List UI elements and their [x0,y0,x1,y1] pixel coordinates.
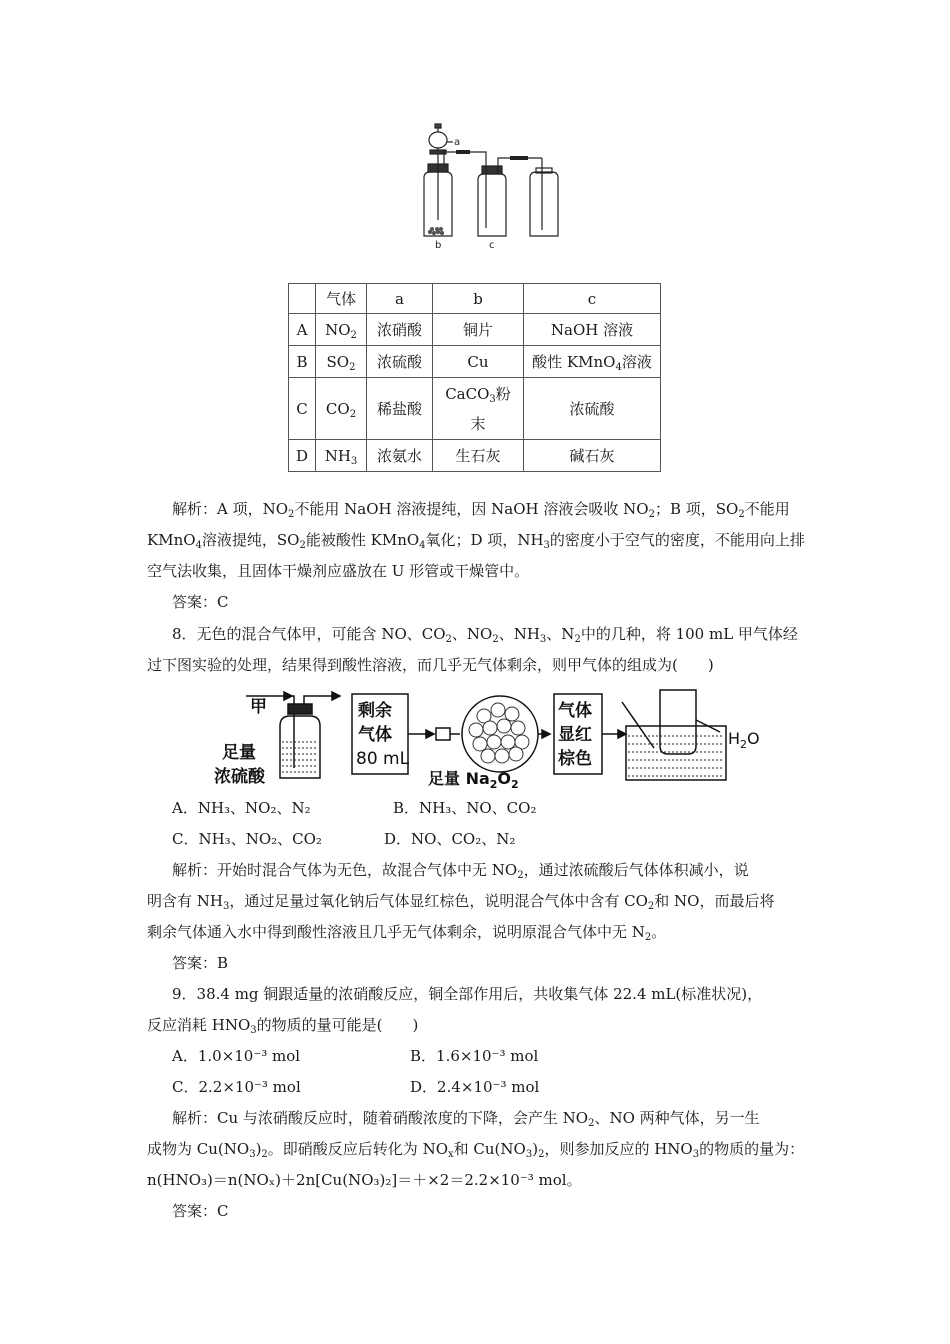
cell-gas: $CO_2$ [316,378,367,440]
q8-experiment-diagram [214,686,774,788]
table-row [289,378,661,440]
q9-option-a: A．1.0×10⁻³ mol [172,1047,301,1065]
q9-option-d: D．2.4×10⁻³ mol [410,1078,540,1096]
cell-option: A [289,314,316,346]
box2-line-2: 显红 [558,725,592,745]
table-header: c [524,284,661,314]
label-a: a [454,137,461,148]
cell-b: 生石灰 [433,440,524,472]
label-suliang: 足量 [222,743,256,763]
q9-stem-line-1: 9．38.4 mg 铜跟适量的浓硝酸反应，铜全部作用后，共收集气体 22.4 mL(标准状况)， [172,985,763,1003]
box1-line-1: 剩余 [358,701,392,721]
gas-apparatus-figure [410,120,570,252]
cell-gas: $NH_3$ [316,440,367,472]
label-h2o: $H_2O$ [728,729,760,751]
cell-gas: $SO_2$ [316,346,367,378]
table-header: 气体 [316,284,367,314]
label-b: b [435,240,442,251]
q7-answer: 答案：C [172,593,229,611]
q8-option-a: A．NH₃、NO₂、N₂ [172,799,311,817]
q8-analysis-line-1: 解析：开始时混合气体为无色，故混合气体中无 $NO_2$，通过浓硫酸后气体体积减小，说 [172,861,749,881]
table-header-row [289,284,661,314]
q8-analysis-line-2: 明含有 $NH_3$，通过足量过氧化钠后气体显红棕色，说明混合气体中含有 $CO_2$和 NO，而最后将 [147,892,775,912]
cell-a: 稀盐酸 [367,378,433,440]
q7-analysis-line-2: KMnO$_4$溶液提纯，$SO_2$能被酸性 KMnO$_4$氧化；D 项，$NH_3$的密度小于空气的密度，不能用向上排 [147,531,805,551]
cell-b: Cu [433,346,524,378]
box2-line-1: 气体 [558,701,592,721]
q9-analysis-line-1: 解析：Cu 与浓硝酸反应时，随着硝酸浓度的下降，会产生 $NO_2$、NO 两种气体，另一生 [172,1109,760,1129]
label-nongliusuan: 浓硫酸 [214,767,265,787]
label-jia: 甲 [250,697,267,717]
cell-option: B [289,346,316,378]
cell-c: 酸性 KMnO$_4$溶液 [524,346,661,378]
cell-b: CaCO$_3$粉 末 [433,378,524,440]
box2-line-3: 棕色 [558,749,592,769]
cell-c: NaOH 溶液 [524,314,661,346]
q9-analysis-line-2: 成物为 $Cu(NO_3)_2$。即硝酸反应后转化为 $NO_x$和 $Cu(NO_3)_2$，则参加反应的 $HNO_3$的物质的量为： [147,1140,805,1160]
box1-line-2: 气体 [358,725,392,745]
table-row [289,314,661,346]
cell-c: 浓硫酸 [524,378,661,440]
cell-b: 铜片 [433,314,524,346]
q8-option-b: B．NH₃、NO、CO₂ [393,799,537,817]
q8-option-d: D．NO、CO₂、N₂ [384,830,516,848]
table-header [289,284,316,314]
table-header: b [433,284,524,314]
table-row [289,346,661,378]
cell-option: D [289,440,316,472]
cell-option: C [289,378,316,440]
q8-analysis-line-3: 剩余气体通入水中得到酸性溶液且几乎无气体剩余，说明原混合气体中无 $N_2$。 [147,923,667,943]
table-row [289,440,661,472]
label-na2o2: 足量 $Na_2O_2$ [428,769,519,788]
q7-analysis-line-1: 解析：A 项，$NO_2$不能用 NaOH 溶液提纯，因 NaOH 溶液会吸收 $NO_2$；B 项，$SO_2$不能用 [172,500,790,520]
label-c: c [489,240,495,251]
cell-a: 浓硫酸 [367,346,433,378]
q9-analysis-line-3: n(HNO₃)＝n(NOₓ)＋2n[Cu(NO₃)₂]＝＋×2＝2.2×10⁻³ mol。 [147,1171,582,1189]
table-header: a [367,284,433,314]
q8-option-c: C．NH₃、NO₂、CO₂ [172,830,322,848]
cell-a: 浓硝酸 [367,314,433,346]
cell-gas: $NO_2$ [316,314,367,346]
box1-line-3: 80 mL [356,749,410,769]
q9-stem-line-2: 反应消耗 $HNO_3$的物质的量可能是( ) [147,1016,419,1036]
q8-answer: 答案：B [172,954,229,972]
q9-option-b: B．1.6×10⁻³ mol [410,1047,539,1065]
q9-answer: 答案：C [172,1202,229,1220]
reagent-table [288,283,661,472]
q7-analysis-line-3: 空气法收集，且固体干燥剂应盛放在 U 形管或干燥管中。 [147,562,530,580]
q9-option-c: C．2.2×10⁻³ mol [172,1078,301,1096]
q8-stem-line-2: 过下图实验的处理，结果得到酸性溶液，而几乎无气体剩余，则甲气体的组成为( ) [147,656,714,674]
cell-c: 碱石灰 [524,440,661,472]
q8-stem-line-1: 8．无色的混合气体甲，可能含 NO、$CO_2$、$NO_2$、$NH_3$、$N_2$中的几种，将 100 mL 甲气体经 [172,625,798,645]
cell-a: 浓氨水 [367,440,433,472]
